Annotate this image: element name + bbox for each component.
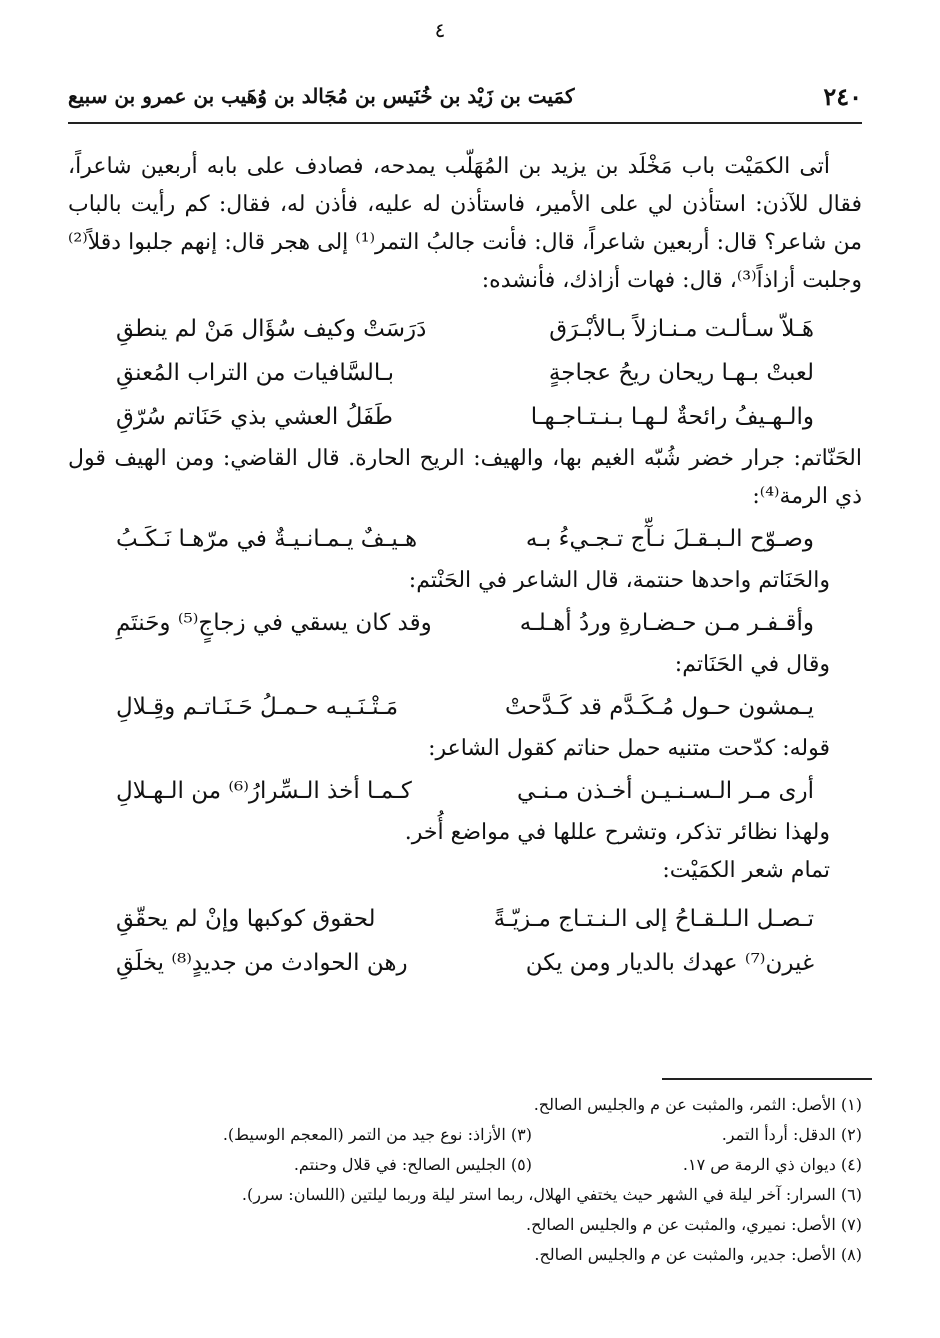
verse-first-hemistich: تـصـل الـلـقـاحُ إلى الـنـتـاج مـزيّـةً	[493, 906, 814, 932]
footnote-divider	[662, 1078, 872, 1080]
footnote-row	[68, 1180, 862, 1210]
page-number: ٢٤٠	[823, 82, 862, 111]
verse-first-hemistich: أرى مـر الـسـنـيـن أخـذن مـنـي	[517, 778, 814, 804]
intro-paragraph: أتى الكمَيْت باب مَخْلَد بن يزيد بن المُهَلّب يمدحه، فصادف على بابه أربعين شاعراً، فقال للآذن: استأذن لي على الأمير، فاستأذن له عليه، فأذن له، فقال: كم رأيت بالباب من شاعر؟ قال: أربعين شاعراً، قال: فأنت جالبُ التمر⁽¹⁾ إلى هجر قال: إنهم جلبوا دقلاً⁽²⁾ وجلبت أزاذاً⁽³⁾، قال: فهات أزاذك، فأنشده:	[68, 154, 862, 293]
verse-second-hemistich: وقد كان يسقي في زجاجٍ⁽⁵⁾ وحَنتَمِ	[116, 610, 432, 636]
verse-second-hemistich: لحقوق كوكبها وإنْ لم يحقّقِ	[116, 906, 376, 932]
footnote-5: (٥) الجليس الصالح: في قلال وحنتم.	[293, 1155, 532, 1174]
footnote-row	[68, 1120, 862, 1150]
footnote-4: (٤) ديوان ذي الرمة ص ١٧.	[682, 1155, 862, 1174]
gloss-paragraph: ولهذا نظائر تذكر، وتشرح عللها في مواضع أُخر.	[404, 820, 830, 845]
gloss-paragraph: وقال في الحَنَاتم:	[674, 652, 830, 677]
footnote-8: (٨) الأصل: جدير، والمثبت عن م والجليس الصالح.	[534, 1245, 862, 1264]
verse-line	[116, 396, 814, 438]
top-mark: ٤	[434, 18, 446, 42]
gloss-paragraph: والحَنَاتم واحدها حنتمة، قال الشاعر في الحَنْتم:	[408, 568, 830, 593]
page-header	[68, 76, 862, 124]
section-label: تمام شعر الكمَيْت:	[662, 858, 830, 883]
verse-first-hemistich: يـمشون حـول مُـكَـدَّم قد كَـدَّحتْ	[505, 694, 814, 720]
verse-second-hemistich: رهن الحوادث من جديدٍ⁽⁸⁾ يخلَقِ	[116, 950, 408, 976]
verse-first-hemistich: لعبتْ بـهـا ريحان ريحُ عجاجةٍ	[548, 360, 814, 386]
footnote-1: (١) الأصل: الثمر، والمثبت عن م والجليس الصالح.	[533, 1095, 862, 1114]
footnote-row	[68, 1210, 862, 1240]
verse-second-hemistich: مَـتْـنَـيـه حـمـلُ حَـنَـاتـم وقِـلالِ	[116, 694, 399, 720]
verse-line	[116, 602, 814, 644]
verse-line	[116, 770, 814, 812]
main-text	[68, 148, 862, 986]
verse-first-hemistich: هَـلاّ سـألـت مـنـازلاً بـالأبْـرَق	[549, 316, 814, 342]
gloss-paragraph: قوله: كدّحت متنيه حمل حناتم كقول الشاعر:	[428, 736, 830, 761]
verse-second-hemistich: طَفَلُ العشي بذي حَنَاتم سُرّقِ	[116, 404, 393, 430]
verse-second-hemistich: هـيـفٌ يـمـانـيـةٌ في مرّهـا نَـكَـبُ	[116, 526, 418, 552]
verse-second-hemistich: كـمـا أخذ الـسِّرارُ⁽⁶⁾ من الـهـلالِ	[116, 778, 412, 804]
verse-first-hemistich: والـهـيفُ رائحةٌ لـهـا بـنـتـاجـهـا	[530, 404, 814, 430]
footnote-row	[68, 1240, 862, 1270]
verse-line	[116, 518, 814, 560]
footnote-2: (٢) الدقل: أردأ التمر.	[721, 1125, 862, 1144]
verse-line	[116, 352, 814, 394]
verse-first-hemistich: غيرن⁽⁷⁾ عهدك بالديار ومن يكن	[525, 950, 814, 976]
footnote-7: (٧) الأصل: نميري، والمثبت عن م والجليس الصالح.	[526, 1215, 862, 1234]
verse-line	[116, 898, 814, 940]
footnote-row	[68, 1150, 862, 1180]
verse-line	[116, 942, 814, 984]
footnote-6: (٦) السرار: آخر ليلة في الشهر حيث يختفي الهلال، ربما استر ليلة وربما ليلتين (اللسان: سرر).	[241, 1185, 862, 1204]
gloss-paragraph: الحَنّاتم: جرار خضر شُبّه الغيم بها، والهيف: الريح الحارة. قال القاضي: ومن الهيف قول ذي الرمة⁽⁴⁾:	[68, 446, 862, 509]
footnotes	[68, 1090, 862, 1270]
footnote-3: (٣) الأزاذ: نوع جيد من التمر (المعجم الوسيط).	[222, 1125, 532, 1144]
running-title: كمَيت بن زَيْد بن خُنَيس بن مُجَالد بن وُهَيب بن عمرو بن سبيع	[68, 84, 575, 108]
verse-line	[116, 686, 814, 728]
footnote-row	[68, 1090, 862, 1120]
verse-first-hemistich: وأقـفـر مـن حـضـارةِ وردُ أهـلـه	[519, 610, 814, 636]
verse-first-hemistich: وصـوّح الـبـقـلَ نـآّج تـجـيءُ بـه	[525, 526, 814, 552]
verse-line	[116, 308, 814, 350]
verse-second-hemistich: دَرَسَتْ وكيف سُؤَال مَنْ لم ينطقِ	[116, 316, 427, 342]
verse-second-hemistich: بـالسَّافيات من التراب المُعنقِ	[116, 360, 395, 386]
